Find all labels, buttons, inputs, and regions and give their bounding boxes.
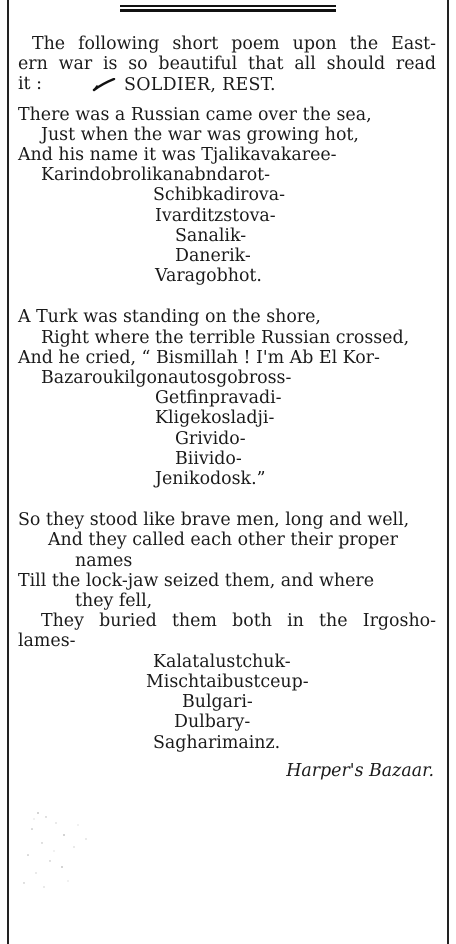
poem-line: Jenikodosk.” xyxy=(155,469,266,490)
left-column-rule xyxy=(7,0,9,944)
poem-line: Sanalik- xyxy=(175,225,247,246)
poem-line: And he cried, “ Bismillah ! I'm Ab El Kor- xyxy=(18,347,380,368)
poem-line: they fell, xyxy=(75,591,153,612)
poem-line: Right where the terrible Russian crossed, xyxy=(41,327,410,348)
poem-line: There was a Russian came over the sea, xyxy=(18,104,372,125)
poem-line: Kligekosladji- xyxy=(155,408,275,429)
poem-title-row xyxy=(124,75,436,97)
article xyxy=(18,34,436,781)
poem-title: SOLDIER, REST. xyxy=(124,74,276,95)
poem-line: And they called each other their proper xyxy=(48,530,398,551)
stanza-2 xyxy=(18,307,436,489)
check-mark-icon xyxy=(92,78,116,92)
paper-smudge xyxy=(16,795,126,905)
poem-line: names xyxy=(75,550,133,571)
poem-line: Biivido- xyxy=(175,448,242,469)
poem-line: Getfinpravadi- xyxy=(155,388,282,409)
attribution: Harper's Bazaar. xyxy=(286,760,434,781)
poem-line: Mischtaibustceup- xyxy=(146,671,309,692)
intro-line: The following short poem upon the East- xyxy=(32,34,436,54)
poem-line: Kalatalustchuk- xyxy=(153,651,291,672)
top-double-rule xyxy=(120,5,336,12)
poem-line: And his name it was Tjalikavakaree- xyxy=(18,145,337,166)
poem-line: Schibkadirova- xyxy=(153,185,286,206)
stanza-3 xyxy=(18,510,436,752)
poem-line: Karindobrolikanabndarot- xyxy=(41,165,271,186)
poem-line: Sagharimainz. xyxy=(153,732,281,753)
poem-line: A Turk was standing on the shore, xyxy=(18,307,321,328)
poem-line: They buried them both in the Irgosho- xyxy=(41,611,436,632)
poem-line: Bulgari- xyxy=(182,692,253,713)
poem-line: Grivido- xyxy=(175,428,246,449)
intro-line: ern war is so beautiful that all should read xyxy=(18,54,436,75)
stanza-1 xyxy=(18,105,436,287)
poem-line: Danerik- xyxy=(175,246,251,267)
right-column-rule xyxy=(447,0,449,944)
intro-line: it : xyxy=(18,74,42,95)
poem-line: Bazaroukilgonautosgobross- xyxy=(41,368,292,389)
poem-line: lames- xyxy=(18,631,76,652)
poem-line: Dulbary- xyxy=(174,712,251,733)
poem-line: Varagobhot. xyxy=(155,266,262,287)
poem-line: Till the lock-jaw seized them, and where xyxy=(18,570,375,591)
poem-line: Ivarditzstova- xyxy=(155,205,276,226)
poem-line: Just when the war was growing hot, xyxy=(41,124,359,145)
poem-line: So they stood like brave men, long and well, xyxy=(18,510,410,531)
